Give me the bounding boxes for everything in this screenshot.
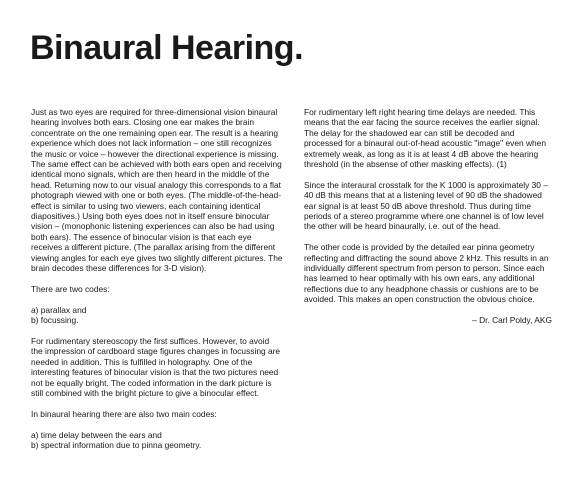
page-title: Binaural Hearing.	[30, 29, 304, 67]
list-hearing-codes: a) time delay between the ears and b) spectral information due to pinna geometry.	[31, 429, 202, 450]
author-signature: – Dr. Carl Poldy, AKG	[472, 315, 552, 326]
paragraph-pinna: The other code is provided by the detailed ear pinna geometry reflecting and diffracting the sound above 2 kHz. This results in an individually different spectrum from person to person. Since each has learned to hear optimally with his own ears, any additional reflections due to any headphone chassis or cushions are to be avoided. This makes an open construction the obvious choice.	[304, 242, 549, 305]
paragraph-stereoscopy: For rudimentary stereoscopy the first suffices. However, to avoid the impression of cardboard stage figures changes in focussing are needed in addition. This is fulfilled in holography. One of the interesting features of binocular vision is that the two pictures need not be equally bright. The coded information in the dark picture is still combined with the bright picture to give a binocular effect.	[31, 335, 281, 398]
paragraph-intro: Just as two eyes are required for three-dimensional vision binaural hearing involves both ears. Closing one ear makes the brain concentrate on the one remaining open ear. The result is a hearing experience which does not lack information – one still recognizes the music or voice – however the directional experience is missing. The same effect can be achieved with both ears open and receiving identical mono signals, which are then heard in the middle of the head. Returning now to our visual analogy this corresponds to a flat photograph viewed with one or both eyes. (The middle-of-the-head-effect is similar to using two viewers, each containing identical diapositives.) Using both eyes does not in itself ensure binocular vision – (monophonic listening experiences can also be had using both ears). The essence of binocular vision is that each eye receives a different picture. (The parallax arising from the different viewing angles for each eye gives two slightly different pictures. The brain decodes these differences for 3-D vision).	[31, 107, 283, 274]
paragraph-time-delays: For rudimentary left right hearing time delays are needed. This means that the ear facing the source receives the earlier signal. The delay for the shadowed ear can still be decoded and processed for a binaural out-of-head acoustic "image" even when extremely weak, as long as it is at least 4 dB above the hearing threshold (in the absense of other masking effects). (1)	[304, 107, 546, 170]
paragraph-two-codes: There are two codes:	[31, 283, 110, 294]
paragraph-crosstalk: Since the interaural crosstalk for the K 1000 is approximately 30 – 40 dB this means that at a listening level of 90 dB the shadowed ear signal is at least 50 dB above threshold. Thus during time periods of a stereo programme where one channel is of low level the other will be heard binaurally, i.e. out of the head.	[304, 179, 548, 232]
right-column	[304, 107, 552, 336]
left-column	[31, 107, 283, 461]
paragraph-binaural-codes: In binaural hearing there are also two main codes:	[31, 408, 217, 419]
list-vision-codes: a) parallax and b) focussing.	[31, 304, 87, 326]
